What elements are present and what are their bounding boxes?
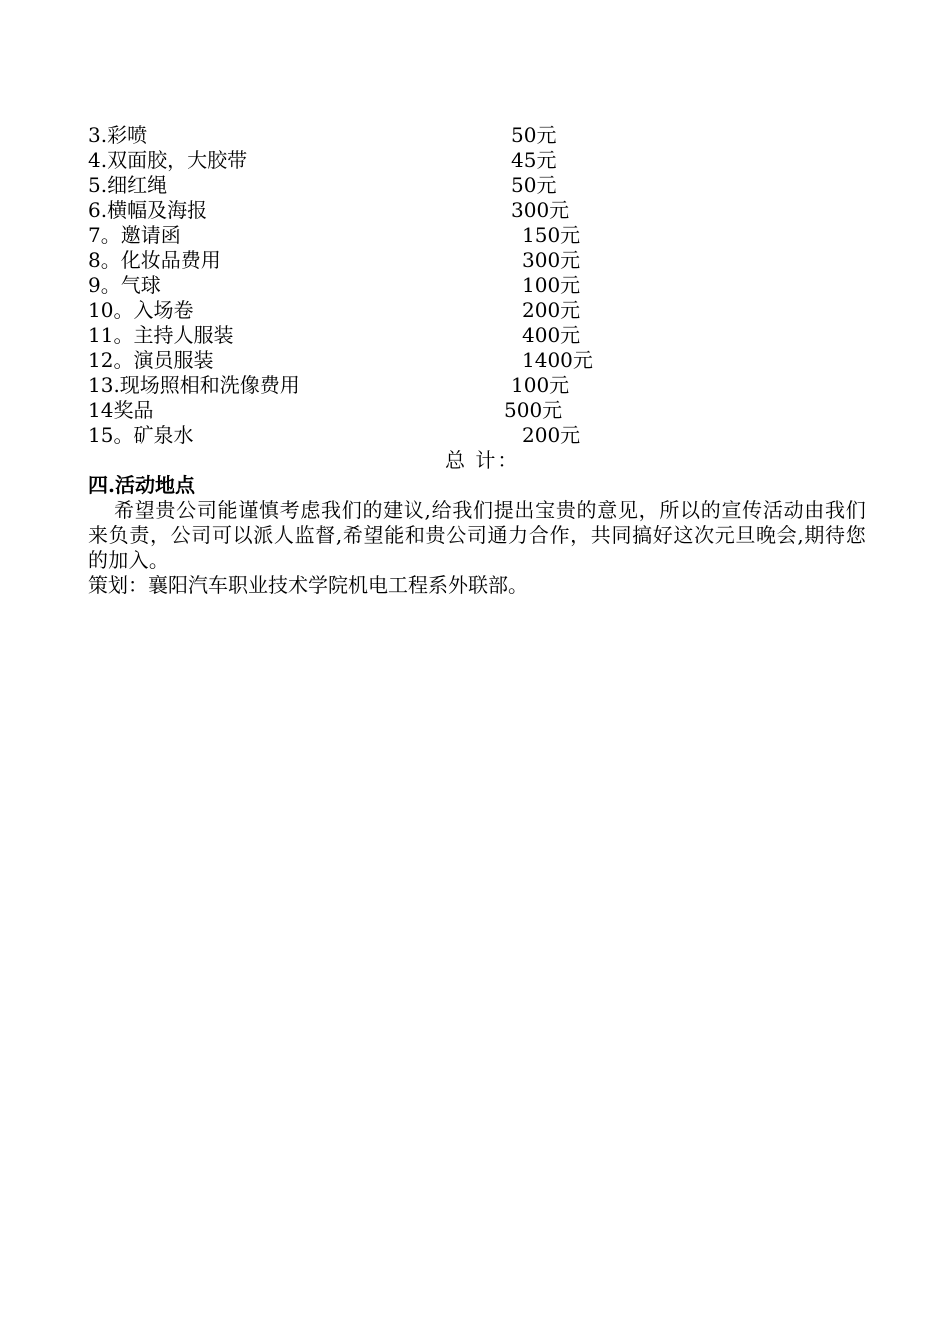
budget-item-label: 12。演员服装 <box>88 348 214 372</box>
budget-item-amount: 200元 <box>522 298 581 322</box>
budget-item-amount: 300元 <box>522 248 581 272</box>
budget-item-label: 8。化妆品费用 <box>88 248 221 272</box>
budget-total-label: 总 计： <box>445 448 520 472</box>
budget-item-label: 3.彩喷 <box>88 123 148 147</box>
budget-item-label: 14奖品 <box>88 398 154 422</box>
budget-item-label: 11。主持人服装 <box>88 323 234 347</box>
budget-item-amount: 100元 <box>511 373 570 397</box>
budget-item-label: 10。入场卷 <box>88 298 194 322</box>
budget-item-label: 9。气球 <box>88 273 161 297</box>
budget-item-amount: 500元 <box>504 398 563 422</box>
budget-item-label: 6.横幅及海报 <box>88 198 208 222</box>
budget-item-amount: 150元 <box>522 223 581 247</box>
budget-item-amount: 50元 <box>511 173 557 197</box>
section-heading: 四.活动地点 <box>88 473 195 497</box>
budget-item-amount: 100元 <box>522 273 581 297</box>
budget-item-label: 15。矿泉水 <box>88 423 194 447</box>
budget-item-amount: 200元 <box>522 423 581 447</box>
budget-item-amount: 50元 <box>511 123 557 147</box>
budget-item-amount: 400元 <box>522 323 581 347</box>
budget-item-label: 13.现场照相和洗像费用 <box>88 373 300 397</box>
signature-line: 策划：襄阳汽车职业技术学院机电工程系外联部。 <box>88 573 528 597</box>
budget-item-amount: 1400元 <box>522 348 593 372</box>
budget-item-amount: 300元 <box>511 198 570 222</box>
budget-item-amount: 45元 <box>511 148 557 172</box>
budget-item-label: 7。邀请函 <box>88 223 181 247</box>
budget-item-label: 4.双面胶，大胶带 <box>88 148 248 172</box>
budget-item-label: 5.细红绳 <box>88 173 168 197</box>
body-paragraph: 希望贵公司能谨慎考虑我们的建议,给我们提出宝贵的意见，所以的宣传活动由我们来负责，公司可以派人监督,希望能和贵公司通力合作，共同搞好这次元旦晚会,期待您的加入。 <box>88 498 866 572</box>
